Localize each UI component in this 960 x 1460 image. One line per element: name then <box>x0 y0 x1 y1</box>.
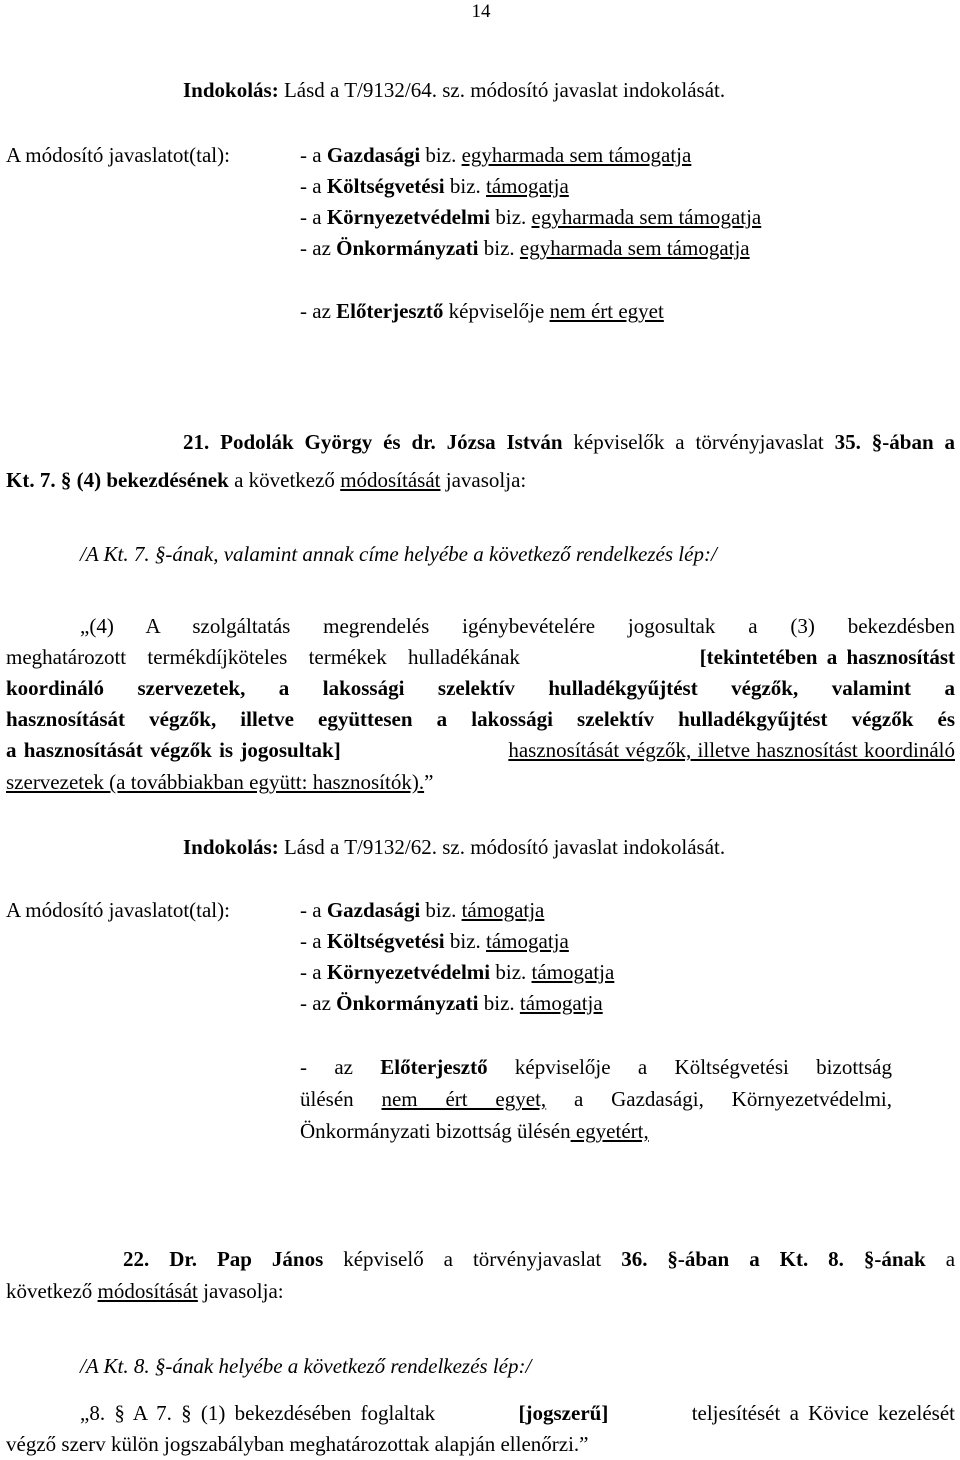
para-bold-text: [jogszerű] <box>518 1401 609 1425</box>
committee-name: Gazdasági <box>326 143 421 167</box>
supporters-label-2: A módosító javaslatot(tal): <box>6 898 230 922</box>
page-number: 14 <box>471 1 491 22</box>
row-prefix: - a <box>300 929 327 953</box>
para-underlined-text: szervezetek (a továbbiakban együtt: hasznosítók). <box>6 770 425 794</box>
committee-name: Költségvetési <box>326 174 445 198</box>
instruction-22 <box>80 1352 531 1380</box>
heading-text-2: következő <box>6 1279 93 1303</box>
vote-text: egyharmada sem támogatja <box>519 236 750 260</box>
row-prefix: - az <box>300 236 337 260</box>
law-ref: Kt. 7. § (4) bekezdésének <box>6 468 229 492</box>
item-22-heading-line-2 <box>6 1277 284 1305</box>
item-21-heading-line-1 <box>6 428 955 456</box>
presenter-vote: egyetért, <box>570 1119 649 1143</box>
para-text: „(4) A szolgáltatás megrendelés igénybevételére jogosultak a (3) bekezdésben <box>80 614 955 638</box>
committee-row-1-1 <box>300 141 691 169</box>
committee-name: Környezetvédelmi <box>326 205 491 229</box>
row-suffix: biz. <box>444 929 481 953</box>
presenter-vote: nem ért egyet, <box>381 1087 547 1111</box>
presenter-opinion-2-line-2 <box>300 1085 892 1113</box>
heading-text-2: a következő <box>234 468 335 492</box>
heading-text-3: javasolja: <box>445 468 527 492</box>
committee-name: Környezetvédelmi <box>326 960 491 984</box>
para-text: teljesítését a Kövice kezelését <box>691 1401 955 1425</box>
committee-row-2-3 <box>300 958 614 986</box>
supporters-label-1: A módosító javaslatot(tal): <box>6 143 230 167</box>
item-number: 21. <box>183 430 210 454</box>
vote-text: támogatja <box>519 991 603 1015</box>
justification-label: Indokolás: <box>183 835 279 859</box>
proposer-names: Dr. Pap János <box>169 1247 324 1271</box>
row-suffix: biz. <box>420 898 457 922</box>
presenter-name: Előterjesztő <box>380 1055 488 1079</box>
instruction-text: /A Kt. 7. §-ának, valamint annak címe helyébe a következő rendelkezés lép:/ <box>80 542 717 566</box>
presenter-pre: ülésén <box>300 1087 354 1111</box>
committee-row-2-2 <box>300 927 569 955</box>
row-suffix: biz. <box>490 205 527 229</box>
modification-link: módosítását <box>340 468 441 492</box>
para-line-3 <box>6 674 955 702</box>
para-bold-text: a hasznosítását végzők is jogosultak] <box>6 738 341 762</box>
committee-row-1-3 <box>300 203 761 231</box>
row-prefix: - az <box>300 991 337 1015</box>
row-suffix: biz. <box>478 236 515 260</box>
heading-text: képviselő a törvényjavaslat <box>343 1247 602 1271</box>
presenter-vote: nem ért egyet <box>549 299 664 323</box>
presenter-name: Előterjesztő <box>336 299 444 323</box>
para-line-4 <box>6 705 955 733</box>
vote-text: egyharmada sem támogatja <box>461 143 692 167</box>
section-ref: 35. §-ában a <box>834 430 956 454</box>
row-suffix: biz. <box>478 991 515 1015</box>
vote-text: támogatja <box>531 960 615 984</box>
justification-line-1 <box>183 76 725 104</box>
presenter-opinion-2-line-1 <box>300 1053 892 1081</box>
section-ref: 36. §-ában a Kt. 8. §-ának <box>621 1247 926 1271</box>
row-suffix: biz. <box>420 143 457 167</box>
presenter-prefix: - az <box>300 1055 381 1079</box>
presenter-mid: képviselője <box>443 299 550 323</box>
justification-text: Lásd a T/9132/64. sz. módosító javaslat indokolását. <box>283 78 726 102</box>
heading-text-3: javasolja: <box>203 1279 284 1303</box>
instruction-21 <box>80 540 717 568</box>
item-number: 22. <box>123 1247 150 1271</box>
committee-name: Önkormányzati <box>336 236 479 260</box>
committee-name: Önkormányzati <box>336 991 479 1015</box>
heading-text: képviselők a törvényjavaslat <box>573 430 824 454</box>
para-line-2 <box>6 643 955 671</box>
para-bold-text: hasznosítását végzők, illetve együttesen a lakossági szelektív hulladékgyűjtést végzők és <box>6 707 955 731</box>
para-bold-text: [tekintetében a hasznosítást <box>699 645 955 669</box>
committee-row-2-4 <box>300 989 603 1017</box>
presenter-pre: Önkormányzati bizottság ülésén <box>300 1119 571 1143</box>
row-prefix: - a <box>300 898 327 922</box>
row-suffix: biz. <box>490 960 527 984</box>
vote-text: támogatja <box>486 929 569 953</box>
item-21-heading-line-2 <box>6 466 526 494</box>
row-suffix: biz. <box>444 174 481 198</box>
justification-label: Indokolás: <box>183 78 279 102</box>
closing-quote: ” <box>424 770 434 794</box>
proposer-names: Podolák György és dr. Józsa István <box>220 430 563 454</box>
para-bold-text: koordináló szervezetek, a lakossági szelektív hulladékgyűjtést végzők, valamint a <box>6 676 955 700</box>
para-line-1 <box>6 612 955 640</box>
committee-name: Költségvetési <box>326 929 445 953</box>
para-underlined-text: hasznosítását végzők, illetve hasznosítást koordináló <box>508 738 955 762</box>
presenter-prefix: - az <box>300 299 337 323</box>
para-text: „8. § A 7. § (1) bekezdésében foglaltak <box>80 1401 436 1425</box>
instruction-text: /A Kt. 8. §-ának helyébe a következő rendelkezés lép:/ <box>80 1354 532 1378</box>
presenter-opinion-1 <box>300 297 664 325</box>
vote-text: támogatja <box>461 898 545 922</box>
presenter-rest: képviselője a Költségvetési bizottság <box>514 1055 893 1079</box>
committee-row-1-2 <box>300 172 569 200</box>
row-prefix: - a <box>300 174 327 198</box>
presenter-rest: a Gazdasági, Környezetvédelmi, <box>573 1087 893 1111</box>
item-22-heading-line-1 <box>6 1245 955 1273</box>
modification-link: módosítását <box>97 1279 198 1303</box>
presenter-opinion-2-line-3 <box>300 1117 649 1145</box>
para-22-line-1 <box>6 1399 955 1427</box>
para-line-6 <box>6 768 433 796</box>
row-prefix: - a <box>300 960 327 984</box>
para-text: meghatározott termékdíjköteles termékek hulladékának <box>6 645 520 669</box>
committee-row-2-1 <box>300 896 544 924</box>
row-prefix: - a <box>300 143 327 167</box>
vote-text: egyharmada sem támogatja <box>531 205 762 229</box>
committee-row-1-4 <box>300 234 750 262</box>
para-22-line-2: végző szerv külön jogszabályban meghatározottak alapján ellenőrzi.” <box>6 1432 589 1456</box>
row-prefix: - a <box>300 205 327 229</box>
justification-line-2 <box>183 833 725 861</box>
committee-name: Gazdasági <box>326 898 421 922</box>
heading-tail: a <box>945 1247 956 1271</box>
para-line-5 <box>6 736 955 764</box>
vote-text: támogatja <box>486 174 569 198</box>
justification-text: Lásd a T/9132/62. sz. módosító javaslat indokolását. <box>283 835 726 859</box>
